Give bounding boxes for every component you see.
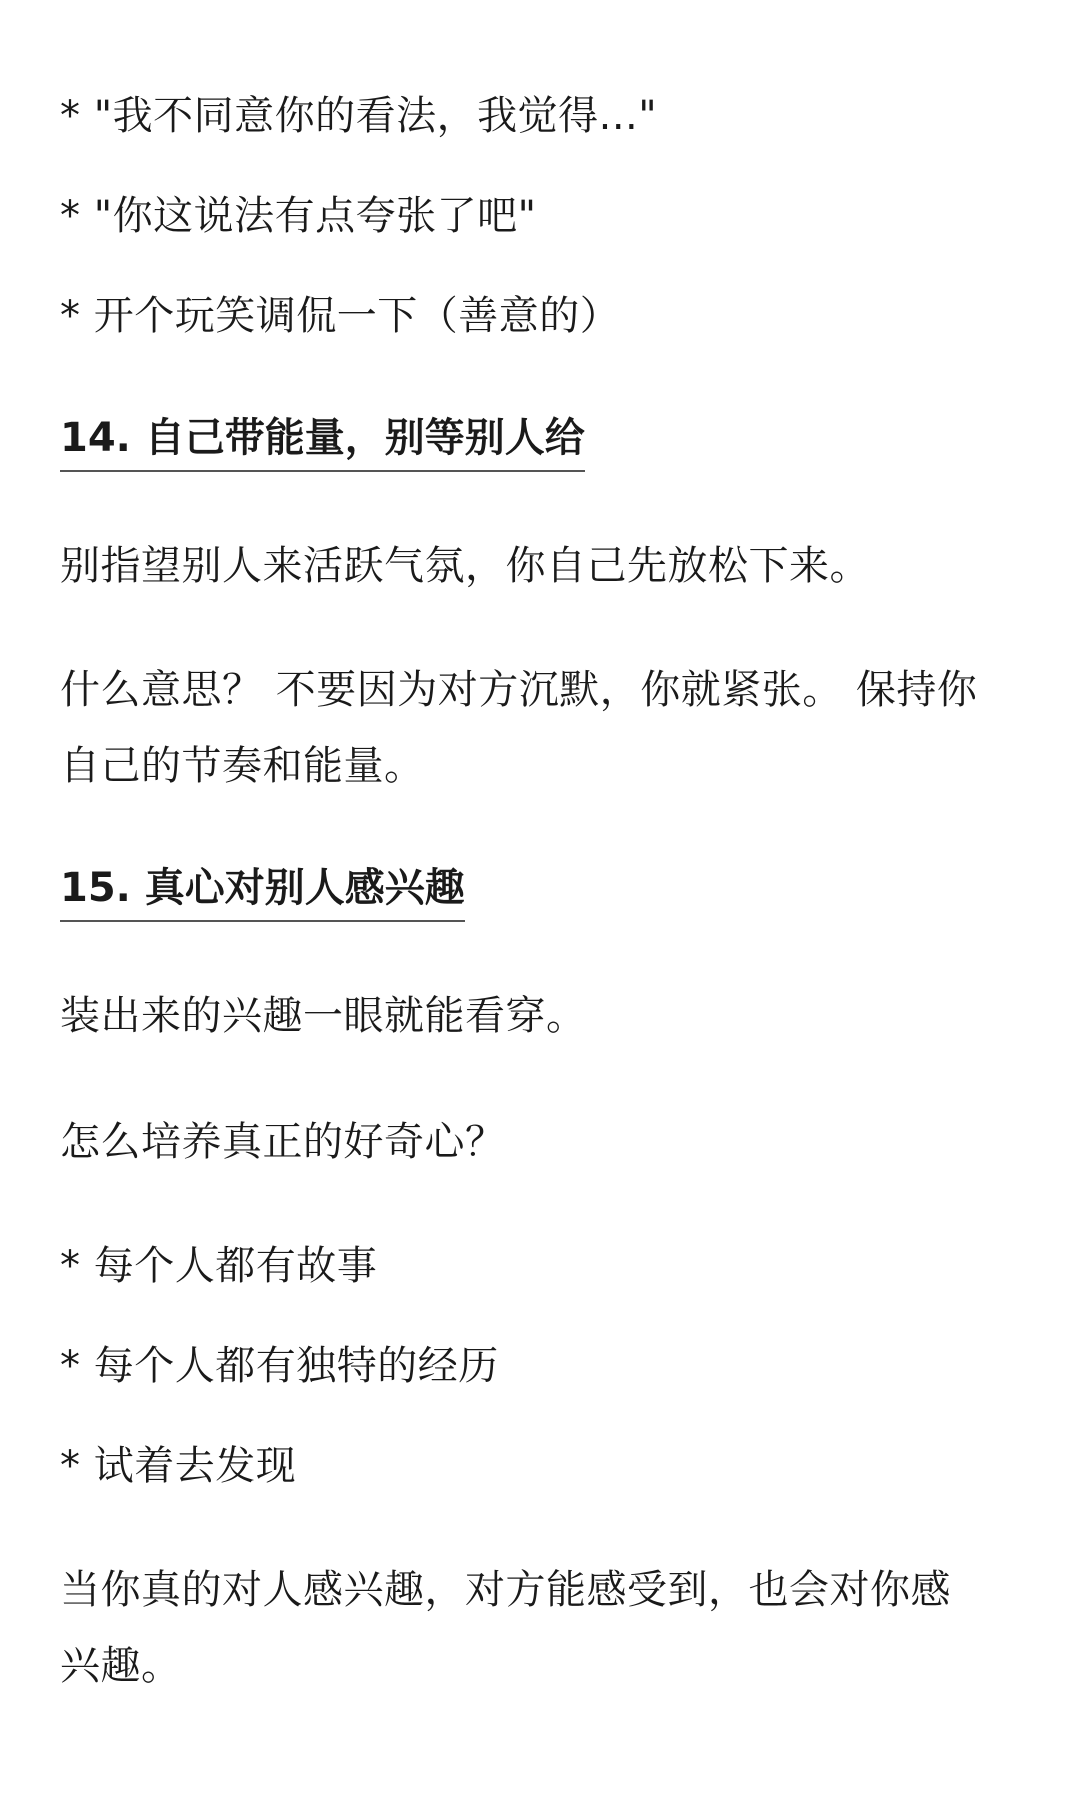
paragraph: 当你真的对人感兴趣，对方能感受到，也会对你感 <box>60 1567 951 1613</box>
section-heading-14: 14. 自己带能量，别等别人给 <box>60 408 585 472</box>
list-item: * 每个人都有故事 <box>60 1243 378 1289</box>
list-item: * "我不同意你的看法，我觉得..." <box>60 93 658 139</box>
list-item: * 每个人都有独特的经历 <box>60 1343 499 1389</box>
list-item: * 开个玩笑调侃一下（善意的） <box>60 293 621 339</box>
paragraph: 装出来的兴趣一眼就能看穿。 <box>60 993 587 1039</box>
paragraph: 自己的节奏和能量。 <box>60 743 425 789</box>
list-item: * 试着去发现 <box>60 1443 297 1489</box>
paragraph: 怎么培养真正的好奇心？ <box>60 1119 506 1165</box>
paragraph: 别指望别人来活跃气氛，你自己先放松下来。 <box>60 543 870 589</box>
paragraph: 什么意思？ 不要因为对方沉默，你就紧张。 保持你 <box>60 667 978 713</box>
list-item: * "你这说法有点夸张了吧" <box>60 193 537 239</box>
section-heading-15: 15. 真心对别人感兴趣 <box>60 858 465 922</box>
paragraph: 兴趣。 <box>60 1643 182 1689</box>
